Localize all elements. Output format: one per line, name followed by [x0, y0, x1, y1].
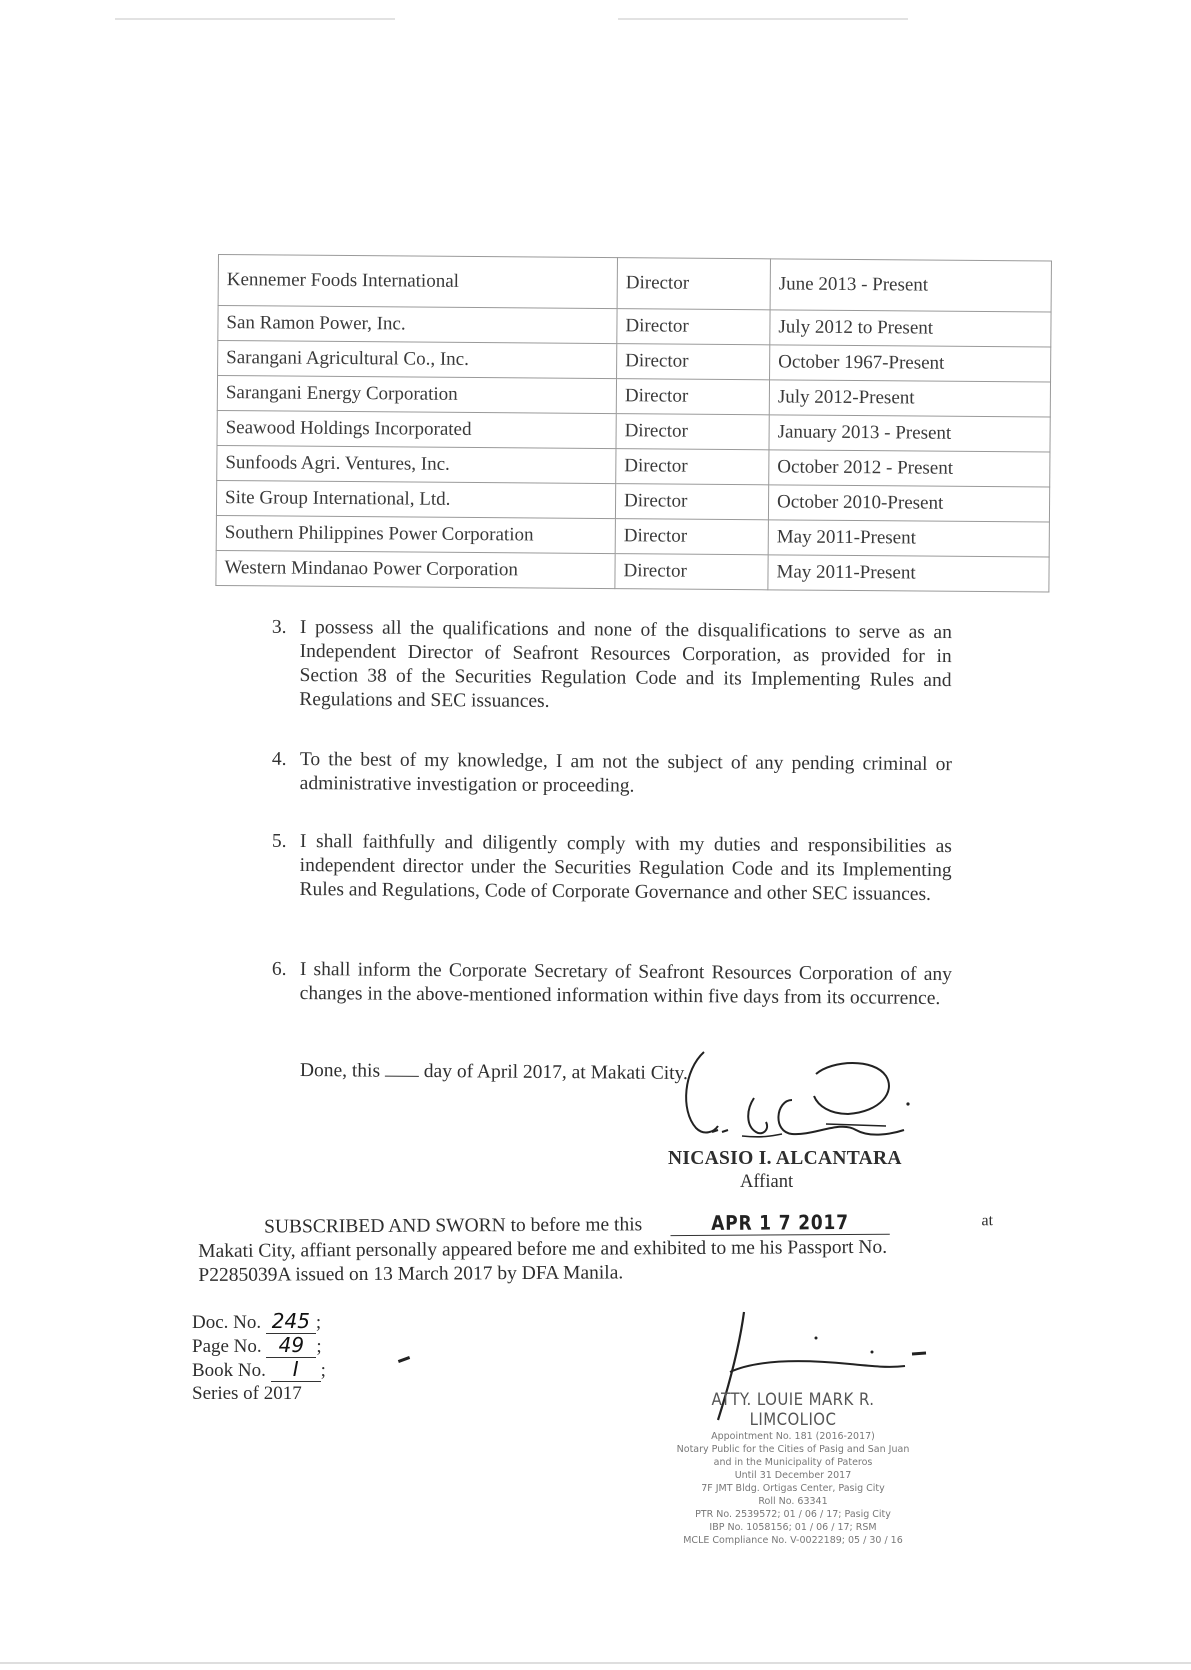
jurat-line-1-prefix: SUBSCRIBED AND SWORN to before me this — [264, 1214, 643, 1238]
company-cell: Kennemer Foods International — [218, 255, 617, 309]
company-cell: Sunfoods Agri. Ventures, Inc. — [217, 445, 616, 483]
paragraph-text: I possess all the qualifications and none of the disqualifications to serve as an Independent Director of Seafront Resources Corporation, as provided for in Section 38 of the Securities Regulation Code and its Implementing Rules and Regulations and SEC issuances. — [299, 616, 952, 712]
affiant-role: Affiant — [740, 1172, 794, 1192]
period-cell: October 2012 - Present — [769, 450, 1050, 487]
affiant-signature — [642, 1040, 922, 1150]
doc-no-row: Doc. No. 245 ; — [192, 1309, 322, 1333]
notary-detail-line: Roll No. 63341 — [758, 1496, 828, 1507]
paragraph-number: 4. — [271, 748, 287, 770]
notary-detail-line: Until 31 December 2017 — [734, 1470, 852, 1481]
period-cell: July 2012 to Present — [770, 310, 1051, 347]
company-cell: Southern Philippines Power Corporation — [216, 515, 615, 553]
period-cell: May 2011-Present — [768, 555, 1049, 592]
position-cell: Director — [617, 344, 770, 380]
notary-detail-line: 7F JMT Bldg. Ortigas Center, Pasig City — [701, 1483, 885, 1494]
doc-no-value: 245 — [266, 1310, 316, 1334]
pen-mark — [398, 1356, 410, 1363]
page-no-label: Page No. — [192, 1336, 262, 1357]
book-no-label: Book No. — [192, 1360, 266, 1381]
notary-detail-line: MCLE Compliance No. V-0022189; 05 / 30 / 16 — [683, 1535, 903, 1546]
notary-detail-line: IBP No. 1058156; 01 / 06 / 17; RSM — [709, 1522, 877, 1533]
notary-detail-line: PTR No. 2539572; 01 / 06 / 17; Pasig City — [695, 1509, 891, 1520]
paragraph-number: 6. — [271, 958, 287, 980]
paragraph-number: 5. — [271, 830, 287, 852]
company-cell: Site Group International, Ltd. — [216, 480, 615, 518]
period-cell: October 2010-Present — [768, 485, 1049, 522]
period-cell: October 1967-Present — [770, 345, 1051, 382]
paragraph-number: 3. — [271, 616, 287, 638]
notary-detail-line: and in the Municipality of Pateros — [713, 1457, 873, 1468]
position-cell: Director — [617, 258, 770, 310]
page-no-value: 49 — [266, 1334, 316, 1358]
scan-artifact-top-right — [618, 18, 908, 20]
jurat-line-3: P2285039A issued on 13 March 2017 by DFA Manila. — [198, 1262, 624, 1286]
paragraph-5 — [271, 830, 952, 907]
position-cell: Director — [616, 414, 769, 450]
paragraph-4 — [271, 748, 952, 801]
done-line — [300, 1060, 688, 1085]
paragraph-3 — [271, 616, 952, 717]
company-cell: Seawood Holdings Incorporated — [217, 410, 616, 448]
doc-no-label: Doc. No. — [192, 1312, 262, 1333]
affiant-name: NICASIO I. ALCANTARA — [668, 1148, 902, 1169]
position-cell: Director — [615, 519, 768, 555]
period-cell: July 2012-Present — [769, 380, 1050, 417]
notary-stamp — [658, 1390, 928, 1547]
paragraph-6 — [271, 958, 952, 1011]
position-cell: Director — [615, 554, 768, 590]
jurat-line-1-suffix: at — [981, 1212, 994, 1230]
period-cell: January 2013 - Present — [769, 415, 1050, 452]
company-cell: San Ramon Power, Inc. — [218, 306, 617, 344]
jurat-line-2: Makati City, affiant personally appeared before me and exhibited to me his Passport No. — [198, 1236, 888, 1262]
period-cell: June 2013 - Present — [770, 259, 1051, 312]
jurat — [198, 1209, 993, 1288]
series-row: Series of 2017 — [192, 1383, 302, 1404]
notarial-register — [192, 1310, 326, 1405]
directorships-table — [215, 254, 1052, 593]
scan-artifact-top-left — [115, 18, 395, 20]
paragraph-text: I shall faithfully and diligently comply with my duties and responsibilities as independent director under the Securities Regulation Code and its Implementing Rules and Regulations, Code of Corporate Governance and other SEC issuances. — [299, 830, 952, 905]
directorship-row — [216, 550, 1049, 592]
page-no-row: Page No. 49 ; — [192, 1333, 322, 1357]
scan-artifact-bottom — [0, 1662, 1191, 1664]
paragraph-text: I shall inform the Corporate Secretary of Seafront Resources Corporation of any changes in the above-mentioned information within five days from its occurrence. — [299, 958, 952, 1010]
company-cell: Sarangani Agricultural Co., Inc. — [218, 341, 617, 379]
day-blank — [385, 1076, 419, 1077]
notary-details — [658, 1430, 928, 1547]
done-suffix: day of April 2017, at Makati City. — [423, 1060, 689, 1085]
position-cell: Director — [616, 379, 769, 415]
directorship-row — [218, 255, 1051, 313]
company-cell: Western Mindanao Power Corporation — [216, 550, 615, 588]
period-cell: May 2011-Present — [768, 520, 1049, 557]
date-stamp: APR 1 7 2017 — [670, 1210, 889, 1236]
book-no-row: Book No. I ; — [192, 1357, 326, 1381]
notary-name: ATTY. LOUIE MARK R. LIMCOLIOC — [711, 1390, 875, 1430]
notary-detail-line: Appointment No. 181 (2016-2017) — [711, 1431, 875, 1442]
book-no-value: I — [271, 1358, 321, 1382]
position-cell: Director — [616, 449, 769, 485]
company-cell: Sarangani Energy Corporation — [217, 376, 616, 414]
paragraph-text: To the best of my knowledge, I am not the subject of any pending criminal or administrative investigation or proceeding. — [299, 748, 952, 797]
done-prefix: Done, this — [299, 1060, 381, 1082]
notary-detail-line: Notary Public for the Cities of Pasig and San Juan — [676, 1444, 910, 1455]
position-cell: Director — [615, 484, 768, 520]
position-cell: Director — [617, 309, 770, 345]
